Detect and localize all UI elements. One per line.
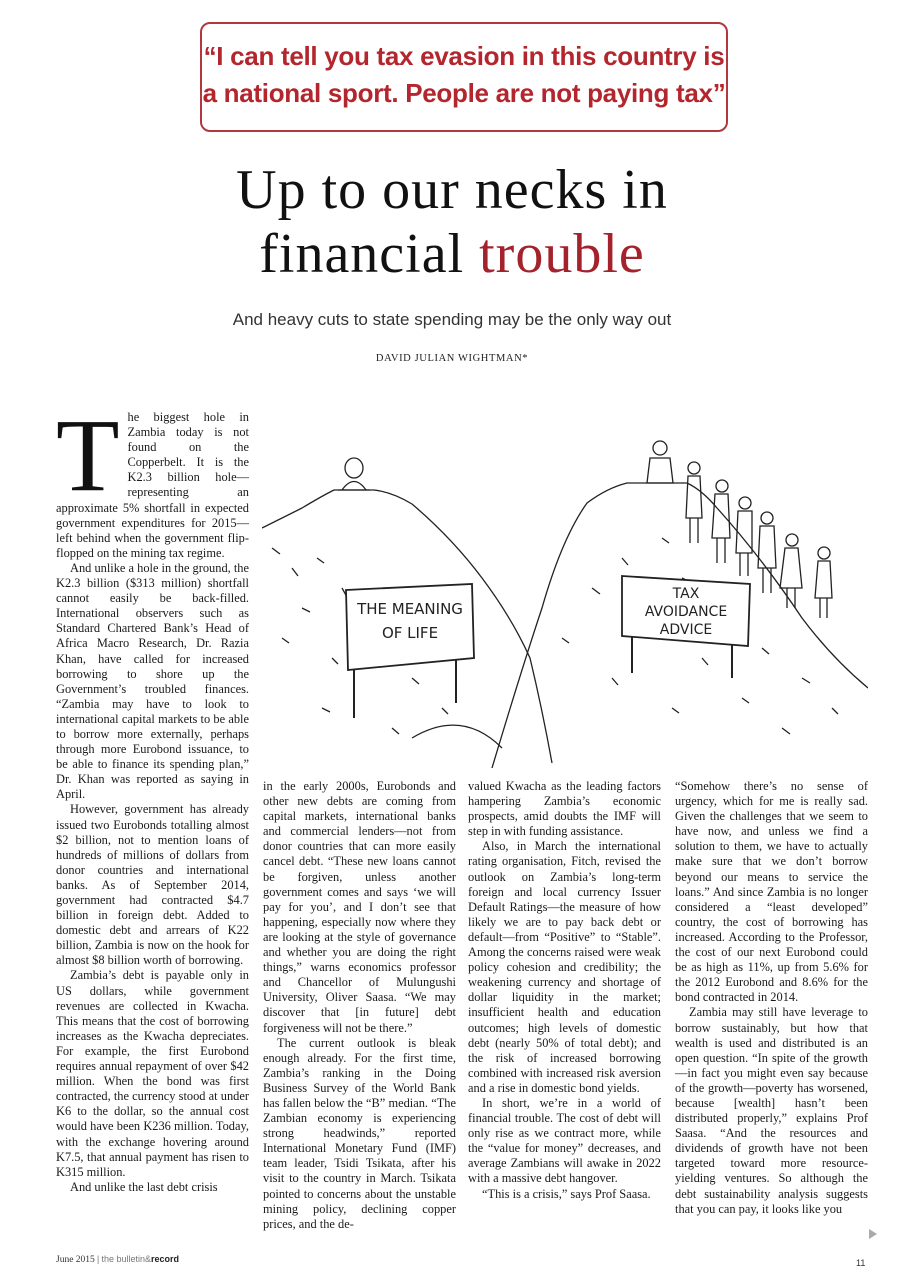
paragraph: valued Kwacha as the leading factors hampering Zambia’s economic prospects, amid doubts the IMF will step in with funding assistance. — [468, 779, 661, 839]
headline — [0, 158, 904, 286]
paragraph: Zambia’s debt is payable only in US dollars, while government revenues are collected in Kwacha. This means that the cost of borrowing increases as the Kwacha depreciates. For example, the first Eurobond requires annual repayment of over $42 million. When the bond was first contracted, the currency stood at under K6 to the dollar, so the annual cost would have been K236 million. Today, with the exchange hovering around K7.5, that annual payment has risen to K315 million. — [56, 968, 249, 1179]
paragraph: in the early 2000s, Eurobonds and other new debts are coming from capital markets, international banks and commercial lenders—not from donor countries that can more easily cancel debt. “These new loans cannot be forgiven, unless another government comes and says ‘we will pay for you’, and I don’t see that happening, especially now where they are looking at the style of governance and whether you are doing the right things,” warns economics professor and Chancellor of Mulungushi University, Oliver Saasa. “We may discover that [in future] debt forgiveness will not be there.” — [263, 779, 456, 1035]
footer-brand-prefix: the bulletin& — [101, 1254, 151, 1264]
continue-arrow-icon — [869, 1229, 877, 1239]
pull-quote-box — [200, 22, 728, 132]
article-column-1 — [56, 410, 249, 1260]
paragraph: Zambia may still have leverage to borrow sustainably, but how that wealth is used and distributed is an open question. “In spite of the growth—in fact you might even say because of the growth—poverty has worsened, because [wealth] hasn’t been distributed properly,” explains Prof Saasa. “And the resources and dividends of growth have not been targeted toward more resource-yielding ventures. So although the debt sustainability analysis suggests that you can pay, it looks like you — [675, 1005, 868, 1216]
paragraph: The current outlook is bleak enough already. For the first time, Zambia’s ranking in the Doing Business Survey of the World Bank has fallen below the “B” median. “The Zambian economy is experiencing strong headwinds,” reported International Monetary Fund (IMF) team leader, Tsidi Tsikata, after his visit to the country in March. Tsikata pointed to concerns about the unstable mining policy, declining copper prices, and the de- — [263, 1035, 456, 1231]
sign-right-line-1: TAX — [672, 586, 700, 602]
paragraph: “Somehow there’s no sense of urgency, which for me is really sad. Given the challenges that we seem to have now, and unless we find a solution to them, we have to actually make sure that we don’t borrow beyond our means to service the loans.” And since Zambia is no longer considered a “least developed” country, the cost of borrowing has increased. According to the Professor, the cost of our next Eurobond could be as high as 11%, up from 5.6% for the 2012 Eurobond and 8.6% for the bond contracted in 2014. — [675, 779, 868, 1005]
paragraph: he biggest hole in Zambia today is not found on the Copperbelt. It is the K2.3 billion hole—representing an approximate 5% shortfall in expected government expenditures for 2015—left behind when the government flip-flopped on the mining tax regime. — [56, 410, 249, 560]
paragraph: “This is a crisis,” says Prof Saasa. — [482, 1186, 651, 1201]
byline: DAVID JULIAN WIGHTMAN* — [375, 353, 529, 364]
page-footer — [56, 1254, 179, 1265]
article-column-4 — [675, 779, 868, 1259]
drop-cap: T — [56, 410, 120, 513]
cartoon-sign-right — [622, 576, 750, 646]
cartoon-sign-left — [346, 584, 474, 670]
paragraph: However, government has already issued two Eurobonds totalling almost $2 billion, not to mention loans of hundreds of millions of dollars from donor countries and international banks. As of September 2014, government had contracted $4.7 billion in foreign debt. Added to domestic debt and arrears of K22 billion, Zambia is now on the hook for almost $8 billion worth of borrowing. — [56, 802, 249, 968]
headline-accent-word: trouble — [479, 223, 645, 285]
headline-line2: financial — [259, 223, 465, 285]
paragraph: Also, in March the international rating organisation, Fitch, revised the outlook on Zambia’s long-term foreign and local currency Issuer Default Ratings—the measure of how likely we are to pay back debt or default—from “Positive” to “Stable”. Among the concerns raised were weak policy cohesion and credibility; the weakening currency and shortage of dollar liquidity in the market; insufficient health and education outcomes; high levels of domestic debt (nearly 50% of total debt); and the risk of increased borrowing combined with increased risk aversion and a rise in domestic bond yields. — [468, 839, 661, 1095]
page-number: 11 — [856, 1258, 866, 1268]
paragraph: And unlike a hole in the ground, the K2.3 billion ($313 million) shortfall cannot easily be back-filled. International observers such as Standard Chartered Bank’s Head of Africa Macro Research, Dr. Razia Khan, have called for increased borrowing to shore up the Government’s troubled finances. “Zambia may have to look to international capital markets to be able to borrow more externally, perhaps through more Eurobond issuance, to be able to finance its spending plan,” Dr. Khan was reported as saying in April. — [56, 560, 249, 802]
headline-line1: Up to our necks in — [236, 159, 668, 221]
footer-brand-suffix: record — [151, 1254, 180, 1264]
pull-quote: “I can tell you tax evasion in this country is a national sport. People are not paying tax” — [202, 41, 726, 108]
footer-date: June 2015 | — [56, 1255, 100, 1265]
paragraph: And unlike the last debt crisis — [70, 1179, 218, 1194]
sign-right-line-2: AVOIDANCE — [644, 604, 728, 620]
paragraph: In short, we’re in a world of financial trouble. The cost of debt will only rise as we contract more, while the “value for money” decreases, and average Zambians will awake in 2022 with a massive debt hangover. — [468, 1095, 661, 1186]
article-column-2 — [263, 779, 456, 1259]
sign-right-line-3: ADVICE — [659, 622, 713, 638]
sign-left-line-1: THE MEANING — [357, 600, 463, 618]
article-column-3 — [468, 779, 661, 1259]
subheadline: And heavy cuts to state spending may be the only way out — [232, 310, 672, 329]
sign-left-line-2: OF LIFE — [381, 624, 439, 642]
cartoon-illustration — [262, 408, 868, 768]
